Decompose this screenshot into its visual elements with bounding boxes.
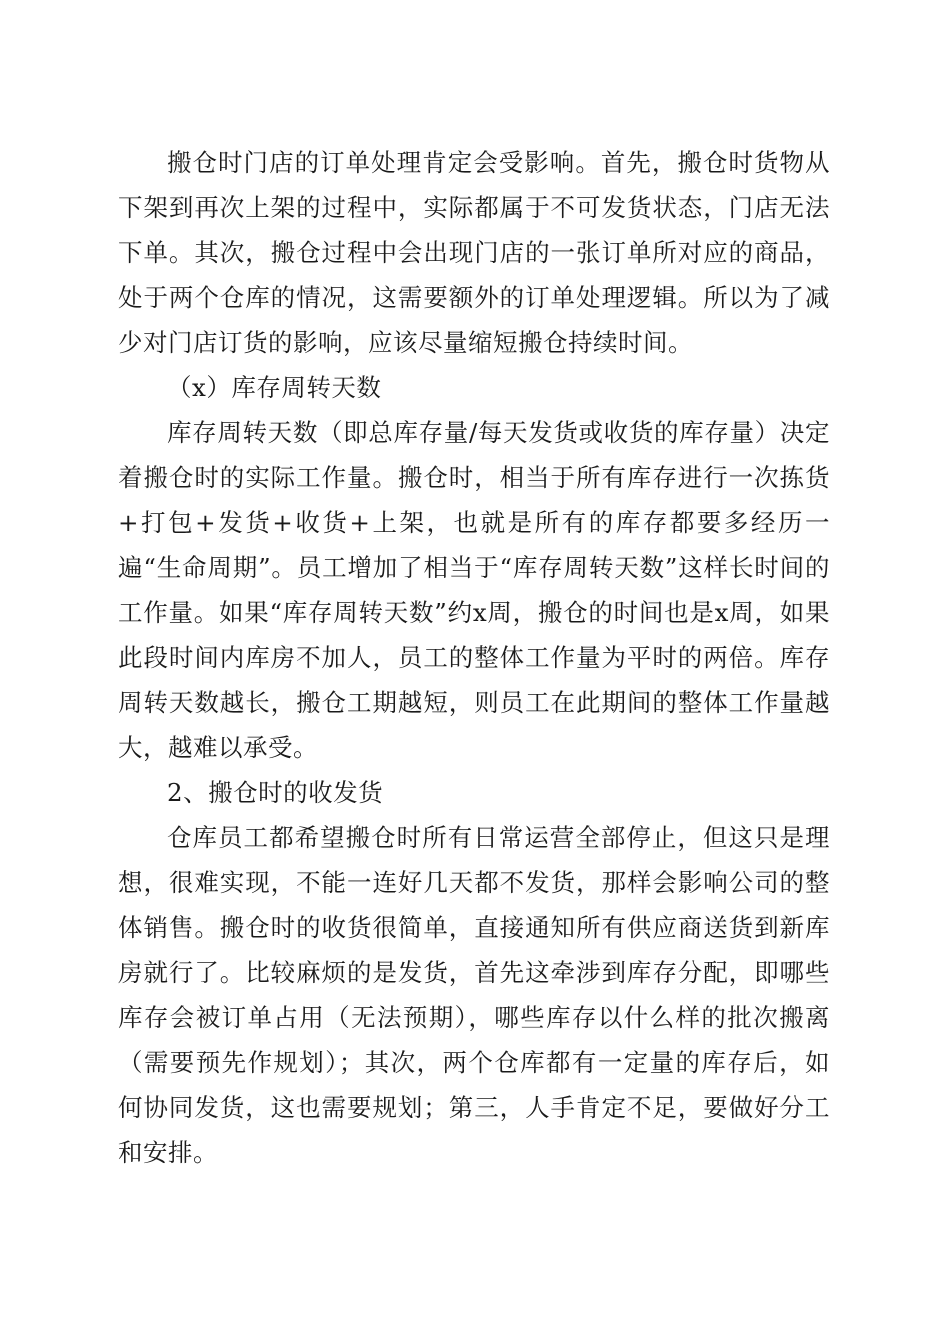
paragraph-order-impact: 搬仓时门店的订单处理肯定会受影响。首先，搬仓时货物从下架到再次上架的过程中，实际都属于不可发货状态，门店无法下单。其次，搬仓过程中会出现门店的一张订单所对应的商品，处于两个仓库的情况，这需要额外的订单处理逻辑。所以为了减少对门店订货的影响，应该尽量缩短搬仓持续时间。 [118,148,830,357]
paragraph-receiving-shipping: 仓库员工都希望搬仓时所有日常运营全部停止，但这只是理想，很难实现，不能一连好几天都不发货，那样会影响公司的整体销售。搬仓时的收货很简单，直接通知所有供应商送货到新库房就行了。比较麻烦的是发货，首先这牵涉到库存分配，即哪些库存会被订单占用（无法预期），哪些库存以什么样的批次搬离（需要预先作规划）；其次，两个仓库都有一定量的库存后，如何协同发货，这也需要规划；第三，人手肯定不足，要做好分工和安排。 [118,823,830,1167]
paragraph-inventory-turnover: 库存周转天数（即总库存量/每天发货或收货的库存量）决定着搬仓时的实际工作量。搬仓时，相当于所有库存进行一次拣货+打包+发货+收货+上架，也就是所有的库存都要多经历一遍“生命周期”。员工增加了相当于“库存周转天数”这样长时间的工作量。如果“库存周转天数”约x周，搬仓的时间也是x周，如果此段时间内库房不加人，员工的整体工作量为平时的两倍。库存周转天数越长，搬仓工期越短，则员工在此期间的整体工作量越大，越难以承受。 [118,418,830,762]
heading-inventory-turnover: （x）库存周转天数 [167,373,382,402]
heading-receiving-shipping: 2、搬仓时的收发货 [167,778,384,807]
document-page [118,140,830,1175]
